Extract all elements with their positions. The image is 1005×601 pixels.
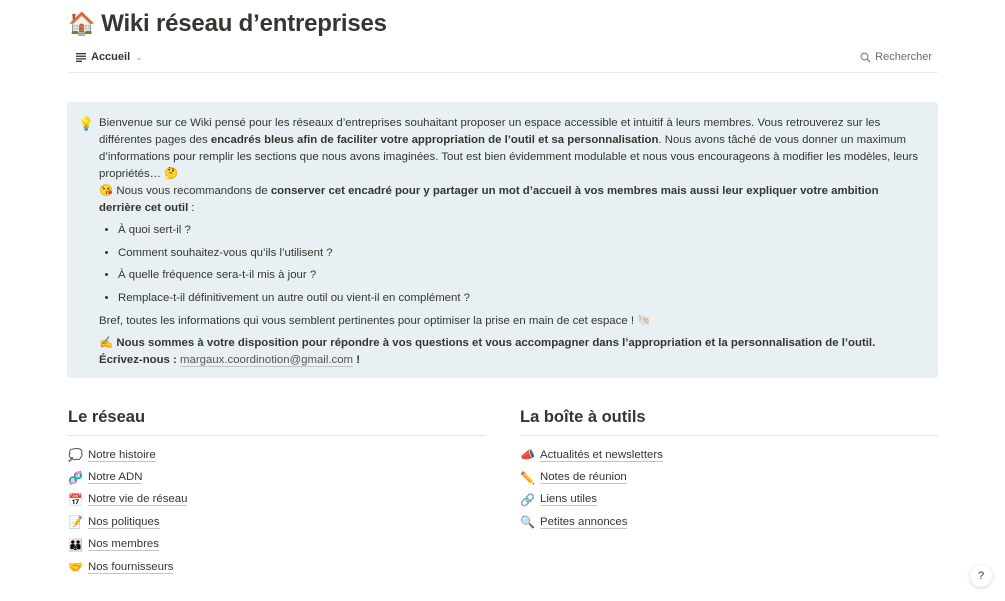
search-button[interactable] xyxy=(860,51,932,63)
page-link-label: Nos membres xyxy=(88,538,159,551)
callout-bold: conserver cet encadré pour y partager un mot d’accueil à vos membres mais aussi leur expliquer votre ambition derrière cet outil xyxy=(99,185,879,214)
magnifier-icon: 🔍 xyxy=(520,515,535,530)
callout-bold: ✍️ Nous sommes à votre disposition pour répondre à vos questions et vous accompagner dans l’appropriation et la personnalisation de l’outil. Écrivez-nous : xyxy=(99,336,876,366)
search-label: Rechercher xyxy=(875,51,932,63)
page-link-actualites[interactable] xyxy=(520,444,938,466)
bullet-item: • Remplace-t-il définitivement un autre outil ou vient-il en complément ? xyxy=(118,290,922,307)
reseau-list xyxy=(68,444,486,578)
pencil-icon: ✏️ xyxy=(520,470,535,485)
memo-icon: 📝 xyxy=(68,515,83,530)
page-link-nos-membres[interactable] xyxy=(68,534,486,556)
callout-contact xyxy=(99,335,922,369)
page-link-nos-fournisseurs[interactable] xyxy=(68,556,486,578)
callout-bold: ! xyxy=(353,353,361,366)
help-button[interactable] xyxy=(970,565,992,587)
page-link-notre-adn[interactable] xyxy=(68,466,486,488)
link-icon: 🔗 xyxy=(520,492,535,507)
family-icon: 👪 xyxy=(68,537,83,552)
callout-intro xyxy=(99,115,922,183)
page-link-label: Nos fournisseurs xyxy=(88,560,174,573)
view-tab-label: Accueil xyxy=(91,51,131,63)
welcome-callout xyxy=(67,102,938,378)
page-link-label: Notre histoire xyxy=(88,448,156,461)
view-bar xyxy=(68,48,938,73)
callout-text: 😘 Nous vous recommandons de xyxy=(99,185,271,197)
page-link-vie-de-reseau[interactable] xyxy=(68,489,486,511)
view-tab-accueil[interactable] xyxy=(76,51,143,63)
page-link-label: Actualités et newsletters xyxy=(540,448,663,461)
page-link-liens-utiles[interactable] xyxy=(520,489,938,511)
house-icon: 🏠 xyxy=(68,11,96,36)
bullet-item: • Comment souhaitez-vous qu’ils l’utilisent ? xyxy=(118,245,922,262)
page-link-notes-de-reunion[interactable] xyxy=(520,466,938,488)
handshake-icon: 🤝 xyxy=(68,560,83,575)
outils-list xyxy=(520,444,938,534)
reseau-heading: Le réseau xyxy=(68,408,486,436)
bullet-item: • À quoi sert-il ? xyxy=(118,222,922,239)
email-link[interactable]: margaux.coordinotion@gmail.com xyxy=(180,353,354,366)
callout-text: . Nous avons tâché de vous donner un maximum d’informations pour remplir les sections que nous avons imaginées. Tout est bien évidemment modulable et nous vous encourageons à modifier les modèles, leurs propriétés… 🤔 xyxy=(99,134,919,180)
calendar-icon: 📅 xyxy=(68,492,83,507)
page-link-label: Liens utiles xyxy=(540,493,597,506)
page-link-label: Notes de réunion xyxy=(540,471,627,484)
callout-bullets xyxy=(99,222,922,307)
page-link-label: Petites annonces xyxy=(540,515,628,528)
search-icon xyxy=(860,52,871,63)
callout-recommendation xyxy=(99,183,922,217)
lightbulb-icon: 💡 xyxy=(78,116,95,131)
callout-text: Bienvenue sur ce Wiki pensé pour les réseaux d’entreprises souhaitant proposer un espace accessible et intuitif à leurs membres. Vous retrouverez sur les différentes pages des xyxy=(99,117,881,146)
page-title xyxy=(68,10,387,38)
page-link-notre-histoire[interactable] xyxy=(68,444,486,466)
thought-bubble-icon: 💭 xyxy=(68,448,83,463)
reseau-section xyxy=(68,408,486,578)
page-link-label: Notre vie de réseau xyxy=(88,493,188,506)
callout-summary: Bref, toutes les informations qui vous semblent pertinentes pour optimiser la prise en main de cet espace ! 🐚 xyxy=(99,314,652,327)
page-link-nos-politiques[interactable] xyxy=(68,511,486,533)
page-title-text: Wiki réseau d’entreprises xyxy=(101,10,387,37)
page-link-petites-annonces[interactable] xyxy=(520,511,938,533)
list-icon xyxy=(76,53,86,62)
page-link-label: Nos politiques xyxy=(88,515,160,528)
chevron-down-icon: ⌄ xyxy=(135,51,143,62)
dna-icon: 🧬 xyxy=(68,470,83,485)
callout-text: : xyxy=(188,202,195,214)
megaphone-icon: 📣 xyxy=(520,448,535,463)
outils-heading: La boîte à outils xyxy=(520,408,938,436)
callout-bold: encadrés bleus afin de faciliter votre appropriation de l’outil et sa personnalisation xyxy=(210,134,659,146)
bullet-item: • À quelle fréquence sera-t-il mis à jour ? xyxy=(118,267,922,284)
outils-section xyxy=(520,408,938,534)
page-link-label: Notre ADN xyxy=(88,471,143,484)
help-icon: ? xyxy=(977,570,985,582)
